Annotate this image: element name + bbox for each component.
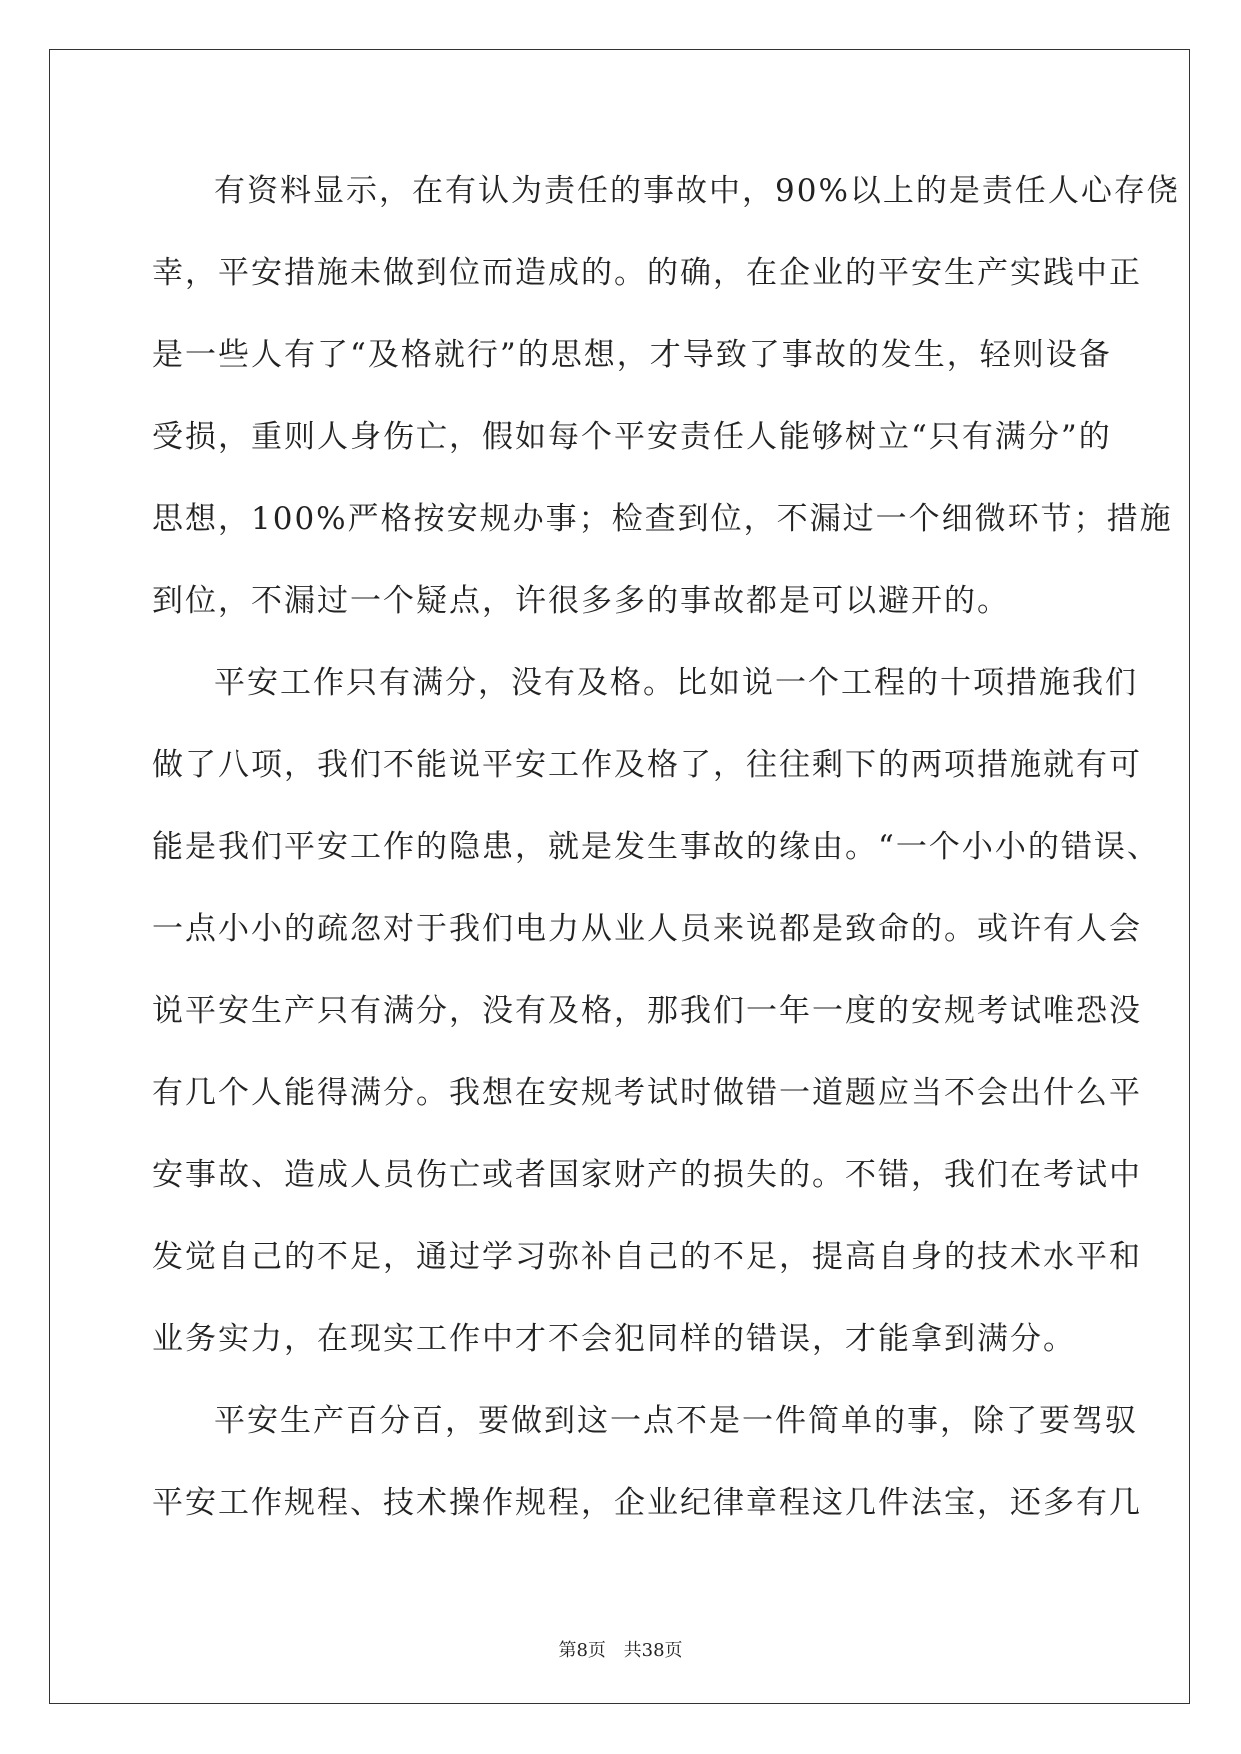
text-line: 能是我们平安工作的隐患，就是发生事故的缘由。“一个小小的错误、 bbox=[152, 829, 1160, 865]
text-line: 说平安生产只有满分，没有及格，那我们一年一度的安规考试唯恐没 bbox=[152, 993, 1142, 1029]
text-line: 发觉自己的不足，通过学习弥补自己的不足，提高自身的技术水平和 bbox=[152, 1239, 1142, 1275]
text-line: 平安工作规程、技术操作规程，企业纪律章程这几件法宝，还多有几 bbox=[152, 1485, 1142, 1521]
document-body bbox=[152, 160, 1180, 1554]
text-line: 平安生产百分百，要做到这一点不是一件简单的事，除了要驾驭 bbox=[214, 1403, 1138, 1439]
text-line: 受损，重则人身伤亡，假如每个平安责任人能够树立“只有满分”的 bbox=[152, 419, 1112, 455]
text-line: 到位，不漏过一个疑点，许很多多的事故都是可以避开的。 bbox=[152, 583, 1010, 619]
text-line: 平安工作只有满分，没有及格。比如说一个工程的十项措施我们 bbox=[214, 665, 1138, 701]
text-line: 安事故、造成人员伤亡或者国家财产的损失的。不错，我们在考试中 bbox=[152, 1157, 1142, 1193]
text-line: 有资料显示，在有认为责任的事故中，90%以上的是责任人心存侥 bbox=[214, 173, 1180, 209]
text-line: 一点小小的疏忽对于我们电力从业人员来说都是致命的。或许有人会 bbox=[152, 911, 1142, 947]
text-line: 有几个人能得满分。我想在安规考试时做错一道题应当不会出什么平 bbox=[152, 1075, 1142, 1111]
page-footer bbox=[0, 1636, 1241, 1662]
text-line: 做了八项，我们不能说平安工作及格了，往往剩下的两项措施就有可 bbox=[152, 747, 1142, 783]
text-line: 是一些人有了“及格就行”的思想，才导致了事故的发生，轻则设备 bbox=[152, 337, 1112, 373]
text-line: 幸，平安措施未做到位而造成的。的确，在企业的平安生产实践中正 bbox=[152, 255, 1142, 291]
text-line: 思想，100%严格按安规办事；检查到位，不漏过一个细微环节；措施 bbox=[152, 501, 1173, 537]
page-number-total: 共38页 bbox=[623, 1640, 683, 1661]
text-line: 业务实力，在现实工作中才不会犯同样的错误，才能拿到满分。 bbox=[152, 1321, 1076, 1357]
page-number-current: 第8页 bbox=[558, 1640, 606, 1661]
